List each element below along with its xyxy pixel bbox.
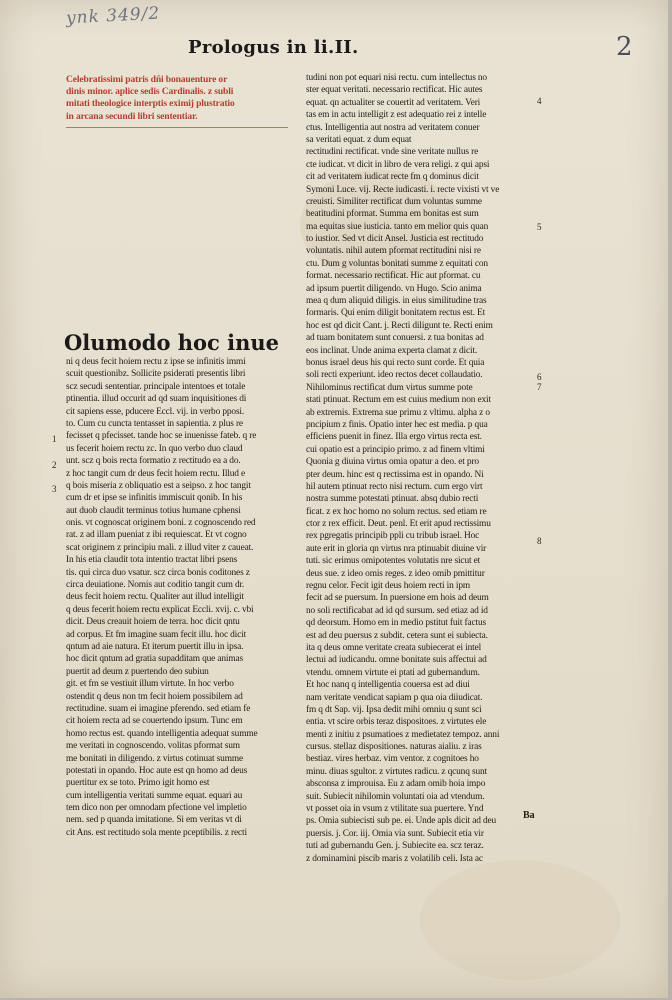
text-line: deus sue. z ideo omis reges. z ideo omib pmittitur [306,568,485,579]
text-line: suit. Subiecit nihilomin voluntati oia ad vtendum. [306,791,485,802]
text-line: efficiens puenit in finez. Illa ergo virtus recta est. [306,432,482,443]
text-line: potestati in opando. Hoc aute est qn homo ad deus [66,765,248,776]
text-line: nostra summe potestati ptinuat. absq dubio recti [306,494,479,505]
rubric-rule [66,127,288,128]
margin-number: 2 [52,460,57,470]
text-line: ctu. Dum g voluntas bonitati summe z equitati con [306,258,488,269]
text-line: z hoc tangit cum dr deus fecit hoiem rectu. Illud e [66,468,246,479]
text-line: ad tuam bonitatem sunt conuersi. z tua bonitas ad [306,333,484,344]
catchword: Ba [523,810,535,821]
text-line: nem. sed p quanda imitatione. Si em veritas vt di [66,815,242,826]
incipit-line: dinis minor. aplice sedis Cardinalis. z subli [66,86,234,98]
foxing-stain [420,860,620,980]
text-line: Et hoc nanq q intelligentia couersa est ad diui [306,680,470,691]
text-line: ad ipsum puertit diligendo. vn Hugo. Scio anima [306,283,482,294]
text-line: beatitudini pformat. Summa em bonitas est sum [306,209,479,220]
text-line: ster equat veritati. necessario rectificat. Hic autes [306,85,483,96]
text-line: homo rectus est. quando intelligentia adequat summe [66,728,258,739]
text-line: me veritati in cognoscendo. volitas pformat sum [66,741,240,752]
text-line: ma equitas siue iusticia. tanto em melior quis quan [306,221,489,232]
text-line: pncipium z finis. Opatio inter hec est media. p qua [306,419,488,430]
text-line: voluntatis. nihil autem pformat rectitudini nisi re [306,246,481,257]
text-line: mea q dum aliquid diligis. in eius similitudine tras [306,296,487,307]
text-line: cit hoiem recta ad se couertendo ipsum. Tunc em [66,716,243,727]
text-line: qntum ad aie natura. Et iterum puertit illu in ipsa. [66,641,244,652]
text-line: cursus. stellaz dispositiones. naturas aialiu. z iras [306,742,482,753]
text-line: q deus fecerit hoiem rectu explicat Eccli. xvij. c. vbi [66,604,254,615]
text-line: ptinentia. illud occurit ad qd suam inquisitiones di [66,394,247,405]
text-line: cum dr et ipse se infinitis immiscuit qonib. In his [66,493,243,504]
text-line: ficat. z ex hoc homo no solum rectus. sed etiam re [306,506,487,517]
text-line: scuit questionibz. Sollicite psiderati presentis libri [66,369,246,380]
text-line: to iustior. Sed vt dicit Ansel. Justicia est rectitudo [306,234,484,245]
text-line: hoc est qd dicit Cant. j. Recti diligunt te. Recti enim [306,320,493,331]
text-line: rectitudine. suam ei imagine pferendo. sed etiam fe [66,703,251,714]
text-line: me bonitati in diligendo. z virtus cotinuat summe [66,753,243,764]
text-line: ab extremis. Extrema sue primu z vltimu. alpha z o [306,407,490,418]
text-line: to. Cum cu cuncta tentasset in sapientia. z plus re [66,418,243,429]
text-line: menti z initiu z psumatioes z medietatez tempoz. anni [306,729,500,740]
text-line: rectitudini rectificat. vnde sine veritate nullus re [306,147,479,158]
text-line: z dominamini piscib maris z volatilib celi. Ista ac [306,853,483,864]
opening-words: Olumodo hoc inue [64,330,280,355]
text-line: Symoni Luce. vij. Recte iudicasti. i. recte vixisti vt ve [306,184,500,195]
text-line: absconsa z improuisa. Eu z adam omib hoia impo [306,779,486,790]
running-title: Prologus in li.II. [188,37,359,58]
text-line: qd deorsum. Homo em in medio pstitut fuit factus [306,618,487,629]
text-line: no soli rectificabat ad id qd sursum. sed etiaz ad id [306,605,488,616]
margin-number: 7 [537,382,542,392]
text-line: tuti. sic erimus omipotentes volutatis nre sicut et [306,556,481,567]
text-line: circa deuiatione. Nomis aut coditio tangit cum dr. [66,580,245,591]
margin-number: 8 [537,536,542,546]
text-line: nam veritate vendicat sapiam p qua oia diiudicat. [306,692,483,703]
text-line: puertit ad deum z puertendo deo subiun [66,666,209,677]
text-line: vtendu. omnem virtute ei ptati ad gubernandum. [306,667,480,678]
text-line: entia. vt scire orbis teraz dispositoes. z virtutes ele [306,717,487,728]
text-line: deus fecit hoiem rectu. Qualiter aut illud intelligit [66,592,244,603]
text-line: regnu celor. Fecit igit deus hoiem recti in ipm [306,581,471,592]
margin-number: 5 [537,222,542,232]
text-line: Quonia g diuina virtus omia opatur a deo. et pro [306,457,479,468]
margin-number: 3 [52,484,57,494]
text-line: rat. z ad illam pueniat z ibi requiescat. Et vt cogno [66,530,247,541]
text-line: soli recti experiunt. ideo rectos decet collaudatio. [306,370,483,381]
text-line: cte iudicat. vt dicit in libro de vera religi. z qui apsi [306,159,490,170]
text-line: q bois miseria z obliquatio est a seipso. z hoc tangit [66,480,251,491]
text-line: puertitur ex se toto. Primo igit homo est [66,778,210,789]
text-line: In his etia claudit tota intentio tractat libri psens [66,555,238,566]
text-line: fecisset q pfecisset. tande hoc se inuenisse fateb. q re [66,431,257,442]
text-line: format. necessario rectificat. Hic aut pformat. cu [306,271,481,282]
pencil-shelfmark: ynk 349/2 [65,3,161,29]
text-line: aut duob claudit terminus totius humane cphensi [66,505,241,516]
text-line: aute erit in gloria qn virtus nra ptinuabit diuine vir [306,543,487,554]
text-line: ctor z rex efficit. Deut. penl. Et erit apud rectissimu [306,519,491,530]
text-line: cit sapiens esse, pducere Eccl. vij. in verbo pposi. [66,406,245,417]
margin-number: 1 [52,434,57,444]
text-line: vt posset oia in vsum z vtilitate sua puertere. Ynd [306,804,484,815]
text-line: stati ptinuat. Rectum em est cuius medium non exit [306,395,491,406]
text-line: unt. scz q bois recta formatio z rectitudo ea a do. [66,456,241,467]
text-line: us fecerit hoiem rectu zc. In quo verbo duo claud [66,443,243,454]
text-line: tudini non pot equari nisi rectu. cum intellectus no [306,73,487,83]
text-line: dicit. Deus creauit hoiem de terra. hoc dicit qntu [66,617,240,628]
text-line: ad corpus. Et fm imagine suam fecit illu. hoc dicit [66,629,247,640]
text-line: tem dico non per omnodam pfectione vel impletio [66,803,247,814]
text-line: hil autem ptinuat recto nisi rectum. cum ergo virt [306,481,483,492]
text-line: scat originem z principiu mali. z illud viter z caueat. [66,542,254,553]
text-line: hoc dicit qntum ad gratia supadditam que animas [66,654,244,665]
text-line: tis. qui circa duo vsatur. scz circa bonis coditones z [66,567,250,578]
text-line: lectui ad iudicandu. omne bonitate suis affectui ad [306,655,487,666]
text-line: cit Ans. est rectitudo sola mente pceptibilis. z recti [66,827,247,838]
text-line: tuti ad gubernandu Gen. j. Subiecite ea. scz teraz. [306,841,484,852]
text-line: formaris. Qui enim diligit bonitatem rectus est. Et [306,308,486,319]
text-line: eos inclinat. Unde anima experta clamat z dicit. [306,345,478,356]
text-line: fm q dt Sap. vij. Ipsa dedit mihi omniu q sunt sci [306,704,482,715]
text-line: fecit ad se puersum. In puersione em hois ad deum [306,593,489,604]
text-line: Nihilominus rectificat dum virtus summe pote [306,382,473,393]
incipit-rubric [66,74,296,123]
text-line: onis. vt cognoscat originem boni. z cognoscendo red [66,518,256,529]
text-line: sa veritati equat. z dum equat [306,134,412,145]
left-text-column [66,356,298,839]
text-line: cit ad veritatem iudicat recte fm q dominus dicit [306,172,479,183]
text-line: ctus. Intelligentia aut nostra ad veritatem conuer [306,122,480,133]
text-line: tas em in actu intelligit z est adequatio rei z intelle [306,110,487,121]
text-line: pter deum. hinc est q rectissima est in opando. Ni [306,469,484,480]
text-line: ita q deus omne veritate creata subiecerat ei intel [306,642,482,653]
text-line: ostendit q deus non tm fecit hoiem possibilem ad [66,691,243,702]
text-line: creuisti. Similiter rectificat dum voluntas summe [306,196,482,207]
text-line: rex pgregatis principib ppli cu tribub israel. Hoc [306,531,480,542]
text-line: equat. qn actualiter se couertit ad veritatem. Veri [306,97,481,108]
incipit-line: Celebratissimi patris dñi bonauenture or [66,74,228,85]
text-line: ps. Omia subiecisti sub pe. ei. Unde apls dicit ad deu [306,816,497,827]
right-text-column [306,72,542,865]
text-line: ni q deus fecit hoiem rectu z ipse se infinitis immi [66,357,246,367]
text-line: puersis. j. Cor. iij. Omia via sunt. Subiecit etia vir [306,828,484,839]
text-line: bestiaz. vires herbaz. vim ventor. z cognitoes ho [306,754,479,765]
incipit-line: mitati theologice interptis eximij plustratio [66,98,235,110]
text-line: scz secudi sententiar. principale intentoes et totale [66,381,246,392]
incipit-line: in arcana secundi libri sententiar. [66,110,198,122]
text-line: cum intelligentia veritati summe equat. equari au [66,790,243,801]
text-line: bonus israel deus his qui recto sunt corde. Et quia [306,357,485,368]
margin-number: 6 [537,372,542,382]
text-line: est ad deu puersus z subdit. cetera sunt ei subiecta. [306,630,488,641]
folio-number: 2 [616,32,633,62]
text-line: cui opatio est a principio primo. z ad finem vltimi [306,444,485,455]
text-line: git. et fm se vestiuit illum virtute. In hoc verbo [66,679,234,690]
text-line: minu. diuas sgultor. z virtutes radicu. z qcunq sunt [306,766,487,777]
margin-number: 4 [537,96,542,106]
